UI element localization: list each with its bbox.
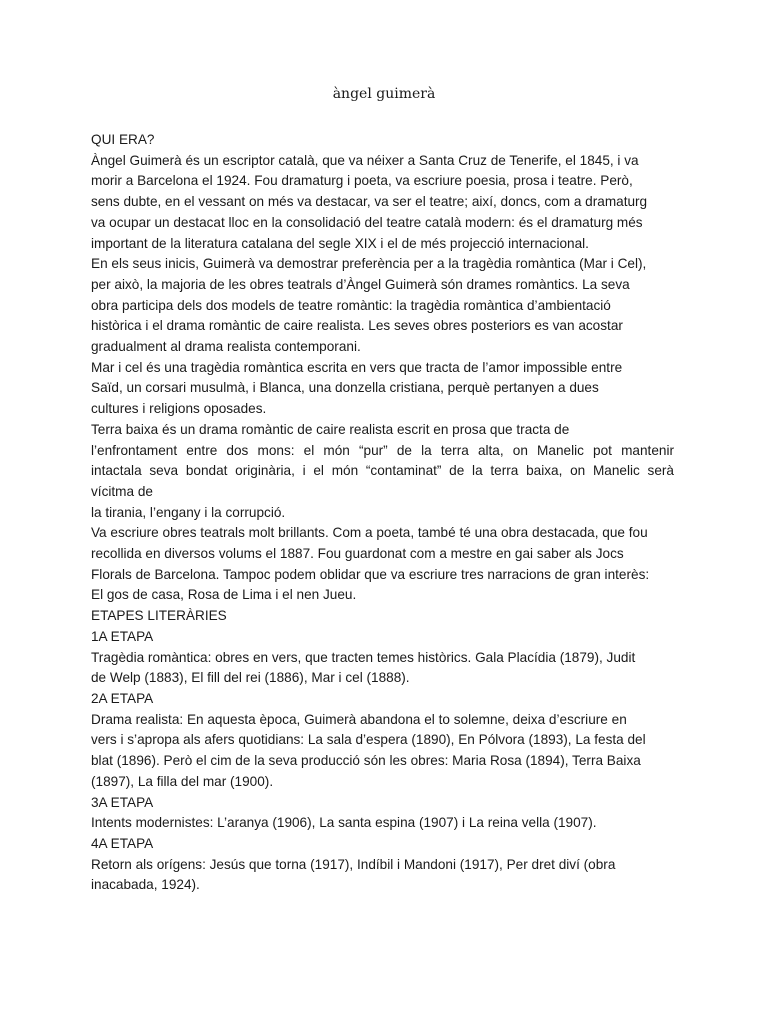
text-line: històrica i el drama romàntic de caire realista. Les seves obres posteriors es van acostar [91,318,623,334]
text-line: Florals de Barcelona. Tampoc podem oblidar que va escriure tres narracions de gran interès: [91,566,650,582]
text-line: intactala seva bondat originària, i el món “contaminat” de la terra baixa, on Manelic serà [91,463,674,479]
text-line: Intents modernistes: L’aranya (1906), La santa espina (1907) i La reina vella (1907). [91,815,597,831]
text-line: important de la literatura catalana del segle XIX i el de més projecció internacional. [91,235,589,251]
text-line: Àngel Guimerà és un escriptor català, que va néixer a Santa Cruz de Tenerife, el 1845, i va [91,152,639,168]
text-line: de Welp (1883), El fill del rei (1886), Mar i cel (1888). [91,670,410,686]
text-line: 2A ETAPA [91,690,154,706]
text-line: vícitma de [91,483,153,499]
text-line: Tragèdia romàntica: obres en vers, que tracten temes històrics. Gala Placídia (1879), Judit [91,649,636,665]
text-line: QUI ERA? [91,132,155,147]
text-line: Retorn als orígens: Jesús que torna (1917), Indíbil i Mandoni (1917), Per dret diví (obra [91,856,616,872]
text-line: Va escriure obres teatrals molt brillants. Com a poeta, també té una obra destacada, que fou [91,525,648,541]
document-body [91,130,674,896]
text-line: En els seus inicis, Guimerà va demostrar preferència per a la tragèdia romàntica (Mar i Cel), [91,256,647,272]
text-line: Terra baixa és un drama romàntic de caire realista escrit en prosa que tracta de [91,421,570,437]
text-line: 1A ETAPA [91,628,154,644]
text-line: Drama realista: En aquesta època, Guimerà abandona el to solemne, deixa d’escriure en [91,711,627,727]
text-line: ETAPES LITERÀRIES [91,608,227,624]
document-title: àngel guimerà [332,86,436,102]
text-line: obra participa dels dos models de teatre romàntic: la tragèdia romàntica d’ambientació [91,297,611,313]
text-line: Saïd, un corsari musulmà, i Blanca, una donzella cristiana, perquè pertanyen a dues [91,380,599,396]
text-line: 4A ETAPA [91,835,154,851]
text-line: l’enfrontament entre dos mons: el món “pur” de la terra alta, on Manelic pot mantenir [91,442,674,458]
text-line: recollida en diversos volums el 1887. Fou guardonat com a mestre en gai saber als Jocs [91,546,624,562]
text-line: gradualment al drama realista contemporani. [91,339,361,355]
text-line: per això, la majoria de les obres teatrals d’Àngel Guimerà són drames romàntics. La seva [91,276,630,292]
text-line: inacabada, 1924). [91,877,200,893]
text-line: blat (1896). Però el cim de la seva producció són les obres: Maria Rosa (1894), Terra Baixa [91,753,641,769]
text-line: (1897), La filla del mar (1900). [91,773,274,789]
text-line: cultures i religions oposades. [91,401,267,417]
text-line: vers i s’apropa als afers quotidians: La sala d’espera (1890), En Pólvora (1893), La festa del [91,732,646,748]
text-line: El gos de casa, Rosa de Lima i el nen Jueu. [91,587,357,603]
text-line: va ocupar un destacat lloc en la consolidació del teatre català modern: és el dramaturg més [91,214,643,230]
text-line: morir a Barcelona el 1924. Fou dramaturg i poeta, va escriure poesia, prosa i teatre. Però, [91,173,633,189]
text-line: Mar i cel és una tragèdia romàntica escrita en vers que tracta de l’amor impossible entre [91,359,623,375]
text-line: sens dubte, en el vessant on més va destacar, va ser el teatre; així, doncs, com a dramaturg [91,194,648,210]
text-line: 3A ETAPA [91,794,154,810]
text-line: la tirania, l’engany i la corrupció. [91,504,286,520]
